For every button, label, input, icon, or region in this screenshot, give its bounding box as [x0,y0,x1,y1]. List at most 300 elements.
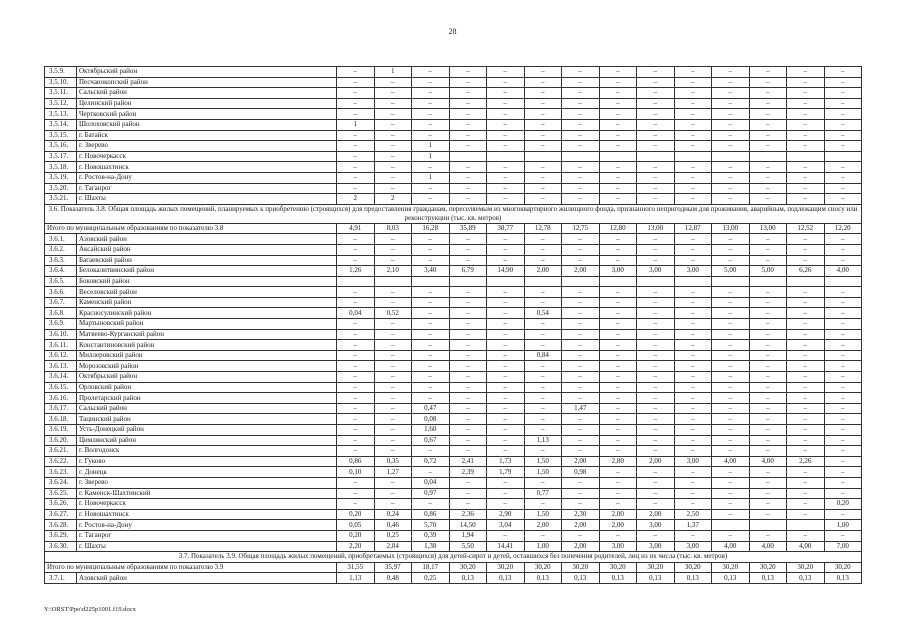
value-cell: – [337,435,375,446]
value-cell: – [412,88,450,99]
municipality-name: Усть-Донецкий район [77,425,337,436]
value-cell: 3,00 [637,520,675,531]
section-header-row [45,204,862,223]
value-cell: 0,08 [412,414,450,425]
value-cell: – [374,446,412,457]
value-cell: – [449,308,487,319]
value-cell: 0,35 [374,456,412,467]
municipality-name: г. Ростов-на-Дону [77,172,337,183]
value-cell: 8,03 [374,223,412,234]
value-cell: – [599,403,637,414]
value-cell: 1,60 [412,425,450,436]
value-cell: – [749,98,787,109]
value-cell: – [712,234,750,245]
value-cell [449,276,487,287]
value-cell [337,276,375,287]
table-row [45,499,862,510]
value-cell [787,520,825,531]
value-cell: – [787,119,825,130]
value-cell: – [337,172,375,183]
value-cell: – [637,98,675,109]
value-cell: – [487,499,525,510]
value-cell: – [412,234,450,245]
value-cell: – [712,361,750,372]
value-cell: 0,52 [374,308,412,319]
table-row [45,393,862,404]
municipality-name: Аксайский район [77,244,337,255]
value-cell: – [637,467,675,478]
value-cell: 1,73 [487,456,525,467]
value-cell: – [412,372,450,383]
row-number: 3.6.10. [45,329,77,340]
value-cell: 30,20 [637,562,675,573]
municipality-name: г. Шахты [77,541,337,552]
value-cell: – [374,141,412,152]
municipality-name: Красносулинский район [77,308,337,319]
value-cell: – [412,340,450,351]
value-cell: – [449,329,487,340]
value-cell: – [449,477,487,488]
value-cell: 14,90 [487,266,525,277]
section-title: 3.6. Показатель 3.8. Общая площадь жилых помещений, планируемых к приобретению (строящихся) для предоставления гражданам, переселяемым из многоквартирного жилищного фонда, признанного непригодным для проживания, аварийным, подлежащим сносу или реконструкции (тыс. кв. метров) [45,204,862,223]
value-cell: – [599,425,637,436]
value-cell: – [749,329,787,340]
value-cell: – [787,509,825,520]
value-cell: – [449,234,487,245]
municipality-name: Октябрьский район [77,372,337,383]
value-cell: 3,00 [674,456,712,467]
value-cell: – [449,319,487,330]
value-cell: – [487,119,525,130]
value-cell: – [337,141,375,152]
value-cell: 5,00 [749,266,787,277]
value-cell: – [637,287,675,298]
table-row [45,530,862,541]
table-row [45,98,862,109]
value-cell: – [787,435,825,446]
value-cell: – [599,361,637,372]
value-cell: 14,50 [449,520,487,531]
value-cell: 0,13 [712,573,750,584]
value-cell: 13,00 [712,223,750,234]
table-row [45,287,862,298]
value-cell: 2,00 [637,456,675,467]
value-cell: – [524,403,562,414]
value-cell: – [449,382,487,393]
value-cell: – [674,488,712,499]
value-cell: – [712,488,750,499]
value-cell: – [562,350,600,361]
value-cell: – [787,393,825,404]
value-cell: – [749,119,787,130]
value-cell: – [524,98,562,109]
value-cell: – [749,488,787,499]
table-row [45,350,862,361]
value-cell: – [787,130,825,141]
value-cell: – [449,361,487,372]
row-number: 3.6.13. [45,361,77,372]
value-cell: 1 [337,119,375,130]
value-cell: – [374,119,412,130]
value-cell: – [712,499,750,510]
value-cell: – [562,319,600,330]
value-cell: – [674,130,712,141]
value-cell: – [599,329,637,340]
value-cell: – [599,119,637,130]
value-cell: 2,50 [674,509,712,520]
value-cell: – [449,162,487,173]
value-cell: – [787,244,825,255]
value-cell: 12,20 [824,223,862,234]
value-cell: – [674,172,712,183]
value-cell: – [487,477,525,488]
row-number: 3.6.11. [45,340,77,351]
value-cell: 1 [412,151,450,162]
table-row [45,435,862,446]
value-cell: 0,86 [412,509,450,520]
value-cell: – [599,350,637,361]
value-cell: – [749,530,787,541]
value-cell: – [749,414,787,425]
value-cell: – [599,162,637,173]
row-number: 3.5.13. [45,109,77,120]
value-cell [637,276,675,287]
value-cell: 6,79 [449,266,487,277]
value-cell [674,276,712,287]
value-cell: – [787,340,825,351]
value-cell: – [599,319,637,330]
table-row [45,488,862,499]
value-cell: – [712,509,750,520]
value-cell: 2,00 [599,509,637,520]
row-number: 3.6.17. [45,403,77,414]
value-cell: 3,00 [674,266,712,277]
value-cell: – [824,530,862,541]
value-cell: – [637,88,675,99]
value-cell: – [337,287,375,298]
value-cell: – [824,425,862,436]
value-cell: – [562,446,600,457]
value-cell: – [637,319,675,330]
value-cell: – [599,183,637,194]
value-cell: – [749,403,787,414]
value-cell: – [787,361,825,372]
value-cell: – [337,446,375,457]
municipality-name: г. Шахты [77,194,337,205]
value-cell: – [674,77,712,88]
value-cell: – [787,109,825,120]
value-cell: – [374,414,412,425]
value-cell: 0,13 [599,573,637,584]
value-cell: 7,00 [824,541,862,552]
value-cell: – [824,467,862,478]
value-cell: – [824,403,862,414]
value-cell: – [824,393,862,404]
value-cell: – [712,329,750,340]
table-row [45,183,862,194]
value-cell: – [487,488,525,499]
table-row [45,151,862,162]
value-cell: 2,00 [637,509,675,520]
value-cell: – [562,67,600,78]
value-cell: – [562,109,600,120]
table-row [45,319,862,330]
value-cell: – [562,329,600,340]
value-cell: – [562,244,600,255]
value-cell: – [599,435,637,446]
value-cell: – [712,109,750,120]
municipality-name: Азовский район [77,234,337,245]
value-cell: – [487,446,525,457]
municipality-name: г. Таганрог [77,530,337,541]
value-cell: – [562,172,600,183]
value-cell: – [487,255,525,266]
page-number: 28 [448,27,457,36]
value-cell: – [637,183,675,194]
value-cell: – [712,98,750,109]
value-cell: 4,00 [749,456,787,467]
value-cell: – [637,372,675,383]
value-cell: – [562,488,600,499]
table-row [45,297,862,308]
value-cell: 1,13 [337,573,375,584]
value-cell: 14,41 [487,541,525,552]
value-cell: 2,00 [524,520,562,531]
value-cell: – [787,287,825,298]
value-cell: – [374,403,412,414]
value-cell: – [787,183,825,194]
municipality-name: Веселовский район [77,287,337,298]
value-cell: – [712,255,750,266]
value-cell: 30,20 [674,562,712,573]
total-label: Итого по муниципальным образованиям по показателю 3.9 [45,562,337,573]
row-number: 3.5.18. [45,162,77,173]
value-cell: 3,00 [599,266,637,277]
value-cell: – [712,287,750,298]
value-cell [712,276,750,287]
value-cell: – [562,162,600,173]
value-cell: – [824,67,862,78]
value-cell: – [374,244,412,255]
value-cell: – [524,319,562,330]
value-cell: – [599,244,637,255]
value-cell [449,151,487,162]
value-cell: – [637,172,675,183]
value-cell: 0,48 [374,573,412,584]
value-cell: 3,00 [637,541,675,552]
table-row [45,234,862,245]
value-cell [712,151,750,162]
value-cell: – [712,162,750,173]
value-cell: – [787,372,825,383]
value-cell: 1,79 [487,467,525,478]
total-label: Итого по муниципальным образованиям по показателю 3.8 [45,223,337,234]
section-title: 3.7. Показатель 3.9. Общая площадь жилых помещений, приобретаемых (строящихся) для детей-сирот и детей, оставшихся без попечения родителей, лиц из их числа (тыс. кв. метров) [45,552,862,563]
value-cell: – [749,255,787,266]
value-cell: – [787,477,825,488]
value-cell: 2,10 [374,266,412,277]
value-cell: – [374,130,412,141]
value-cell: – [337,361,375,372]
value-cell: – [524,162,562,173]
value-cell: – [712,467,750,478]
value-cell: – [487,372,525,383]
value-cell: – [787,234,825,245]
value-cell: – [824,414,862,425]
value-cell: 12,78 [524,223,562,234]
value-cell: – [787,530,825,541]
value-cell: 1 [374,67,412,78]
value-cell: 30,20 [749,562,787,573]
value-cell: – [487,172,525,183]
value-cell: – [674,287,712,298]
row-number: 3.6.20. [45,435,77,446]
value-cell: 38,77 [487,223,525,234]
value-cell: – [449,244,487,255]
value-cell: – [712,530,750,541]
value-cell: – [412,77,450,88]
value-cell: – [674,244,712,255]
value-cell: – [749,372,787,383]
value-cell: – [487,130,525,141]
value-cell: – [524,414,562,425]
municipality-name: Октябрьский район [77,67,337,78]
value-cell: – [374,350,412,361]
value-cell: – [824,88,862,99]
municipality-name: Пролетарский район [77,393,337,404]
value-cell: – [674,340,712,351]
value-cell: – [449,119,487,130]
value-cell: – [562,255,600,266]
value-cell [749,151,787,162]
value-cell: – [374,183,412,194]
value-cell: – [599,340,637,351]
value-cell: – [824,194,862,205]
row-number: 3.5.19. [45,172,77,183]
value-cell: – [824,382,862,393]
value-cell: – [449,172,487,183]
value-cell: – [749,67,787,78]
value-cell: – [637,67,675,78]
value-cell: – [824,456,862,467]
value-cell: – [637,308,675,319]
value-cell: – [524,425,562,436]
value-cell: – [412,162,450,173]
value-cell: – [787,425,825,436]
value-cell: – [712,372,750,383]
table-row [45,244,862,255]
value-cell: – [824,361,862,372]
value-cell: – [749,350,787,361]
municipality-name: г. Новочеркасск [77,151,337,162]
value-cell: 0,20 [824,499,862,510]
row-number: 3.6.21. [45,446,77,457]
value-cell: – [412,361,450,372]
value-cell [787,151,825,162]
value-cell: 0,13 [749,573,787,584]
value-cell: – [712,393,750,404]
value-cell: – [487,297,525,308]
row-number: 3.6.24. [45,477,77,488]
value-cell: – [449,488,487,499]
footer-file-path: Y:\ORST\Ppo\d225p1001.f19.docx [44,606,136,613]
table-row [45,77,862,88]
value-cell: – [487,530,525,541]
value-cell: 1,37 [674,520,712,531]
value-cell: – [637,530,675,541]
table-row [45,382,862,393]
table-row [45,109,862,120]
row-number: 3.5.20. [45,183,77,194]
value-cell: – [712,297,750,308]
value-cell: – [599,477,637,488]
total-row [45,562,862,573]
value-cell: – [787,255,825,266]
value-cell: 13,00 [749,223,787,234]
value-cell: 0,72 [412,456,450,467]
value-cell: – [824,98,862,109]
table-row [45,172,862,183]
value-cell: – [712,194,750,205]
value-cell: 1 [412,141,450,152]
row-number: 3.6.27. [45,509,77,520]
value-cell: – [749,162,787,173]
value-cell: – [524,340,562,351]
row-number: 3.6.30. [45,541,77,552]
value-cell: – [337,414,375,425]
value-cell: – [524,194,562,205]
value-cell [824,276,862,287]
value-cell: – [487,414,525,425]
value-cell: – [712,130,750,141]
row-number: 3.5.11. [45,88,77,99]
value-cell: – [712,183,750,194]
value-cell: – [562,98,600,109]
municipality-name: г. Каменск-Шахтинский [77,488,337,499]
value-cell [487,276,525,287]
value-cell: 18,17 [412,562,450,573]
value-cell: – [562,141,600,152]
value-cell: – [487,183,525,194]
row-number: 3.6.26. [45,499,77,510]
value-cell: – [749,509,787,520]
value-cell: – [637,255,675,266]
table-row [45,446,862,457]
value-cell: – [412,446,450,457]
table-row [45,194,862,205]
municipality-name: Белокалитвинский район [77,266,337,277]
value-cell: – [712,382,750,393]
value-cell: – [374,361,412,372]
row-number: 3.6.8. [45,308,77,319]
value-cell: – [524,141,562,152]
row-number: 3.6.5. [45,276,77,287]
value-cell: – [599,67,637,78]
value-cell: – [824,77,862,88]
row-number: 3.6.25. [45,488,77,499]
value-cell: – [487,340,525,351]
value-cell: – [824,319,862,330]
value-cell: – [787,319,825,330]
municipality-name: Миллеровский район [77,350,337,361]
value-cell: – [524,88,562,99]
value-cell: – [374,172,412,183]
value-cell: – [712,244,750,255]
value-cell: – [599,109,637,120]
value-cell: 4,00 [749,541,787,552]
value-cell: – [337,88,375,99]
value-cell [787,276,825,287]
